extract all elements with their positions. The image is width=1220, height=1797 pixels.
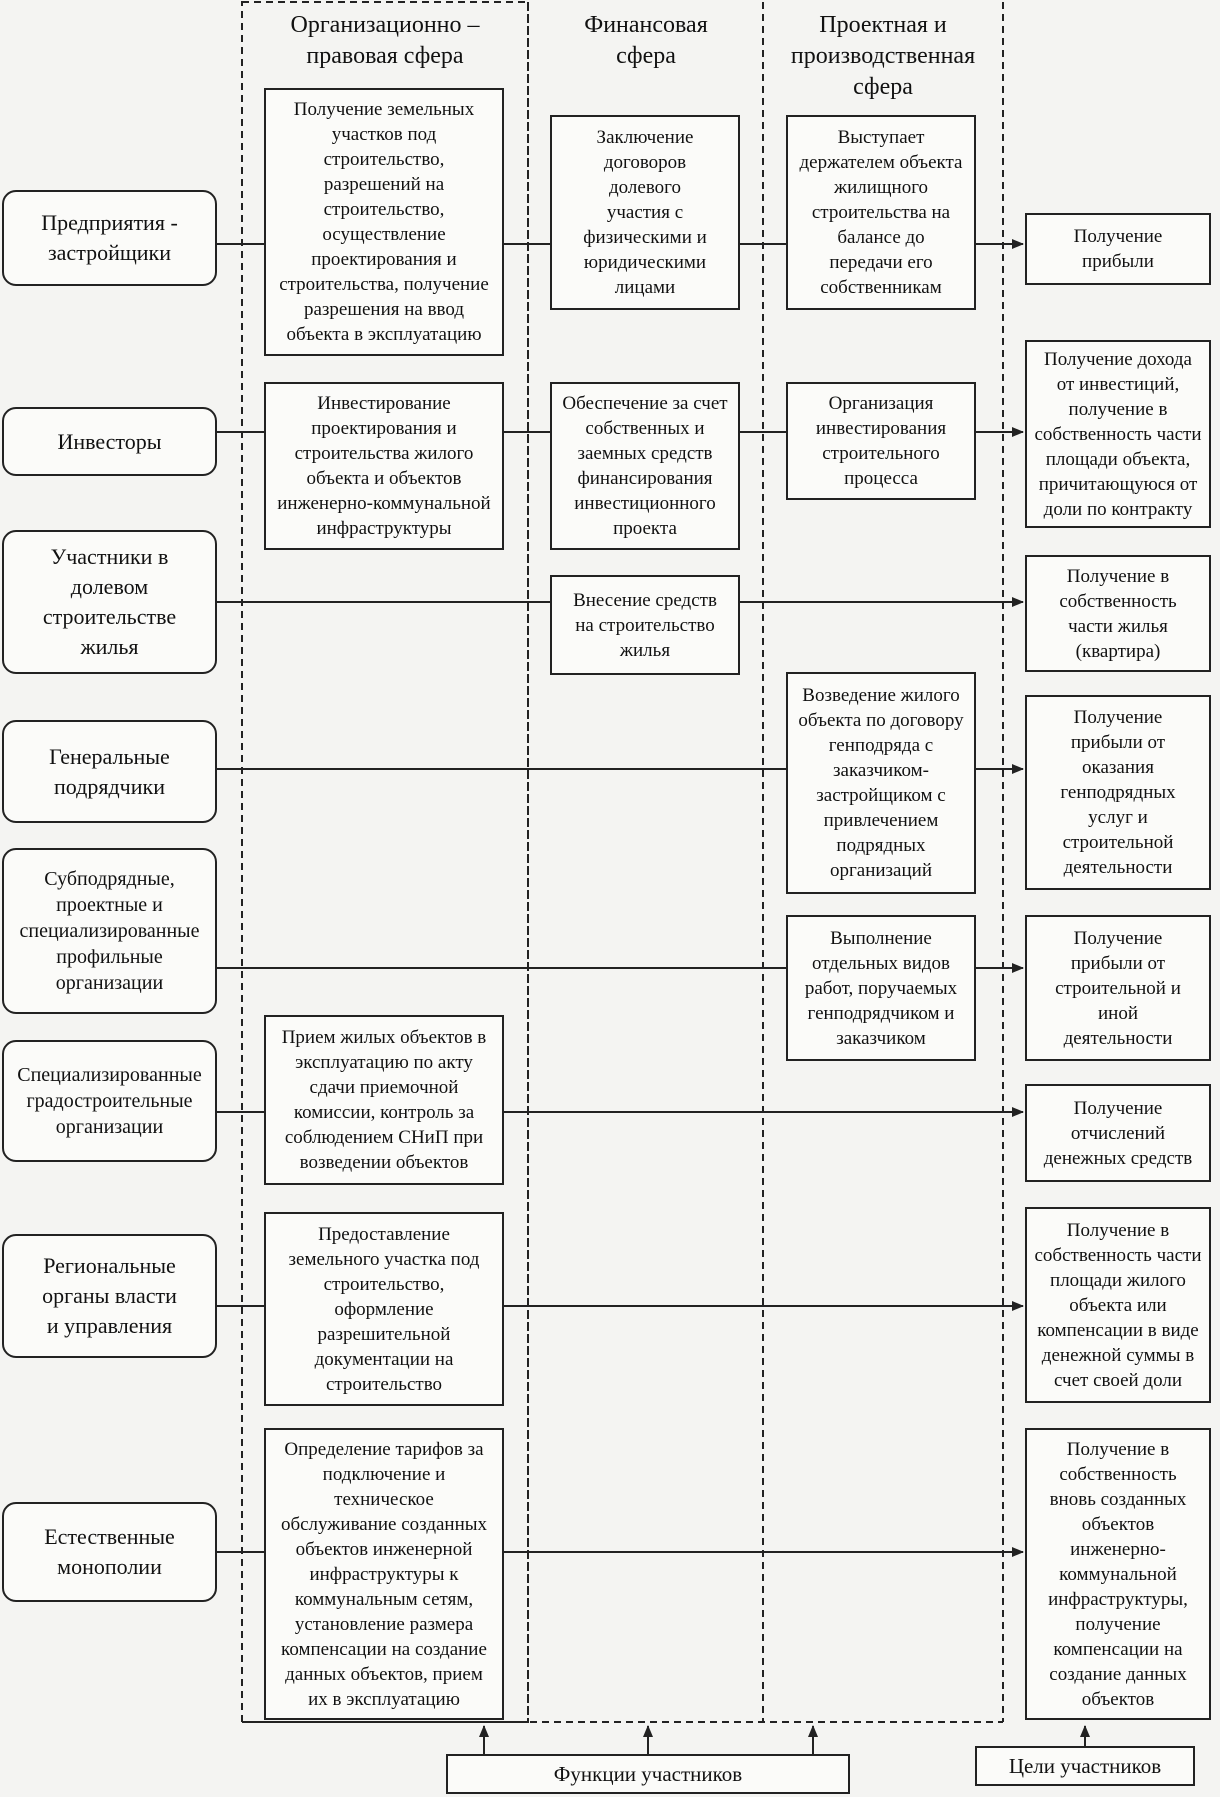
production-function-investors: Организация инвестирования строительного процесса xyxy=(786,382,976,500)
footer-functions-label: Функции участников xyxy=(446,1754,850,1794)
production-function-developers: Выступает держателем объекта жилищного строительства на балансе до передачи его собственникам xyxy=(786,115,976,310)
column-header-finance: Финансовая сфера xyxy=(584,12,708,69)
legal-function-investors: Инвестирование проектирования и строительства жилого объекта и объектов инженерно-коммунальной инфраструктуры xyxy=(264,382,504,550)
actor-urban-planning-orgs: Специализированные градостроительные организации xyxy=(2,1040,217,1162)
goal-gencontract-profit: Получение прибыли от оказания генподрядных услуг и строительной деятельности xyxy=(1025,695,1211,890)
goal-infrastructure-ownership: Получение в собственность вновь созданных объектов инженерно- коммунальной инфраструктуры, получение компенсации на создание данных объектов xyxy=(1025,1428,1211,1720)
goal-deductions: Получение отчислений денежных средств xyxy=(1025,1084,1211,1182)
legal-function-monopolies: Определение тарифов за подключение и техническое обслуживание созданных объектов инженерной инфраструктуры к коммунальным сетям, установление размера компенсации на создание данных объектов, прием их в эксплуатацию xyxy=(264,1428,504,1720)
goal-investment-income: Получение дохода от инвестиций, получение в собственность части площади объекта, причитающуюся от доли по контракту xyxy=(1025,340,1211,528)
legal-function-developers: Получение земельных участков под строительство, разрешений на строительство, осуществление проектирования и строительства, получение разрешения на ввод объекта в эксплуатацию xyxy=(264,88,504,356)
column-header-legal: Организационно – правовая сфера xyxy=(290,12,480,69)
actor-natural-monopolies: Естественные монополии xyxy=(2,1502,217,1602)
production-function-general-contractors: Возведение жилого объекта по договору генподряда с заказчиком- застройщиком с привлечением подрядных организаций xyxy=(786,672,976,894)
column-header-production: Проектная и производственная сфера xyxy=(790,12,976,100)
actor-developers: Предприятия - застройщики xyxy=(2,190,217,286)
actor-equity-participants: Участники в долевом строительстве жилья xyxy=(2,530,217,674)
actor-subcontractors: Субподрядные, проектные и специализированные профильные организации xyxy=(2,848,217,1014)
finance-function-investors: Обеспечение за счет собственных и заемных средств финансирования инвестиционного проекта xyxy=(550,382,740,550)
finance-function-equity: Внесение средств на строительство жилья xyxy=(550,575,740,675)
actor-regional-authorities: Региональные органы власти и управления xyxy=(2,1234,217,1358)
goal-construction-profit: Получение прибыли от строительной и иной деятельности xyxy=(1025,915,1211,1061)
legal-function-urban-planning: Прием жилых объектов в эксплуатацию по акту сдачи приемочной комиссии, контроль за соблюдением СНиП при возведении объектов xyxy=(264,1015,504,1185)
goal-share-compensation: Получение в собственность части площади жилого объекта или компенсации в виде денежной суммы в счет своей доли xyxy=(1025,1207,1211,1403)
footer-goals-label: Цели участников xyxy=(975,1746,1195,1786)
production-function-subcontractors: Выполнение отдельных видов работ, поручаемых генподрядчиком и заказчиком xyxy=(786,915,976,1061)
finance-function-developers: Заключение договоров долевого участия с физическими и юридическими лицами xyxy=(550,115,740,310)
goal-apartment: Получение в собственность части жилья (квартира) xyxy=(1025,555,1211,672)
actor-general-contractors: Генеральные подрядчики xyxy=(2,720,217,823)
goal-profit: Получение прибыли xyxy=(1025,213,1211,285)
actor-investors: Инвесторы xyxy=(2,407,217,476)
legal-function-authorities: Предоставление земельного участка под строительство, оформление разрешительной документации на строительство xyxy=(264,1212,504,1406)
